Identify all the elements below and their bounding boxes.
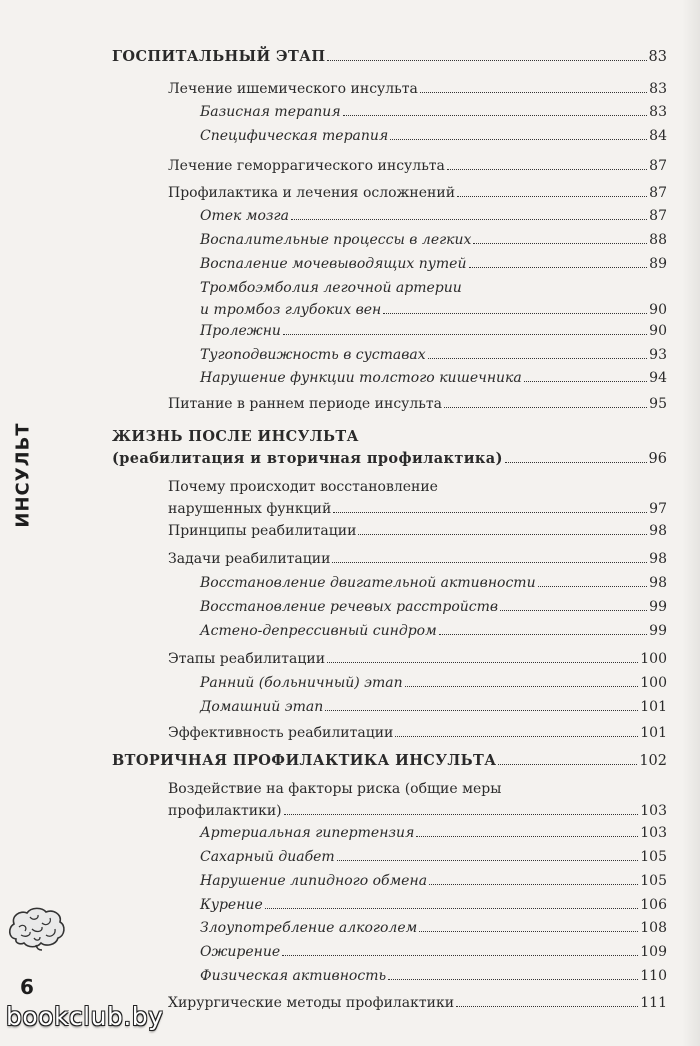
toc-entry-title: Восстановление двигательной активности bbox=[200, 575, 536, 591]
toc-entry-line bbox=[112, 46, 667, 68]
toc-page-number: 110 bbox=[640, 968, 667, 984]
toc-page-number: 97 bbox=[649, 501, 667, 517]
toc-entry bbox=[112, 750, 667, 772]
toc-leader-dots bbox=[429, 884, 638, 885]
toc-entry-title: Специфическая терапия bbox=[200, 128, 389, 144]
toc-entry-title: Хирургические методы профилактики bbox=[168, 995, 455, 1011]
toc-entry bbox=[200, 205, 667, 227]
toc-entry-line-continued bbox=[200, 277, 667, 299]
toc-leader-dots bbox=[439, 634, 647, 635]
toc-entry-line bbox=[200, 965, 667, 987]
toc-entry-line bbox=[200, 229, 667, 251]
toc-leader-dots bbox=[395, 736, 638, 737]
toc-page-number: 89 bbox=[649, 256, 667, 272]
toc-entry-line-continued bbox=[168, 476, 667, 498]
toc-entry-title: Тугоподвижность в суставах bbox=[200, 347, 426, 363]
toc-entry bbox=[200, 596, 667, 618]
toc-entry-line bbox=[200, 320, 667, 342]
toc-entry bbox=[200, 672, 667, 694]
toc-entry-line bbox=[200, 299, 667, 321]
toc-page-number: 84 bbox=[649, 128, 667, 144]
toc-entry-title: Артериальная гипертензия bbox=[200, 825, 415, 841]
toc-entry-line bbox=[200, 367, 667, 389]
toc-leader-dots bbox=[283, 334, 647, 335]
toc-entry-line bbox=[112, 448, 667, 470]
toc-page-number: 98 bbox=[649, 523, 667, 539]
toc-leader-dots bbox=[505, 462, 647, 463]
toc-entry bbox=[200, 965, 667, 987]
toc-entry-title: Воздействие на факторы риска (общие меры bbox=[168, 781, 502, 797]
toc-entry bbox=[200, 367, 667, 389]
toc-leader-dots bbox=[265, 908, 639, 909]
toc-entry-title: Принципы реабилитации bbox=[168, 523, 357, 539]
toc-entry-title: Задачи реабилитации bbox=[168, 551, 331, 567]
toc-page-number: 88 bbox=[649, 232, 667, 248]
toc-entry-line bbox=[200, 125, 667, 147]
toc-entry bbox=[200, 344, 667, 366]
toc-leader-dots bbox=[419, 931, 638, 932]
toc-entry-line bbox=[200, 205, 667, 227]
toc-entry bbox=[200, 572, 667, 594]
toc-entry bbox=[112, 426, 667, 470]
toc-page-number: 109 bbox=[640, 944, 667, 960]
toc-entry-title: Астено-депрессивный синдром bbox=[200, 623, 437, 639]
toc-page-number: 101 bbox=[640, 699, 667, 715]
toc-leader-dots bbox=[420, 92, 647, 93]
toc-leader-dots bbox=[500, 610, 647, 611]
toc-entry bbox=[112, 46, 667, 68]
toc-leader-dots bbox=[538, 586, 648, 587]
toc-entry-line bbox=[200, 822, 667, 844]
toc-entry-title: Восстановление речевых расстройств bbox=[200, 599, 499, 615]
toc-page-number: 100 bbox=[640, 675, 667, 691]
toc-entry-line bbox=[200, 344, 667, 366]
toc-entry-title: Почему происходит восстановление bbox=[168, 479, 438, 495]
toc-entry-title: профилактики) bbox=[168, 803, 282, 819]
toc-leader-dots bbox=[388, 979, 638, 980]
toc-page-number: 100 bbox=[640, 651, 667, 667]
toc-leader-dots bbox=[343, 115, 648, 116]
toc-page-number: 90 bbox=[649, 323, 667, 339]
toc-page-number: 94 bbox=[649, 370, 667, 386]
toc-entry-title: Пролежни bbox=[200, 323, 281, 339]
toc-entry-title: Курение bbox=[200, 897, 263, 913]
toc-entry-title: Нарушение функции толстого кишечника bbox=[200, 370, 522, 386]
toc-page-number: 93 bbox=[649, 347, 667, 363]
toc-page-number: 105 bbox=[640, 849, 667, 865]
toc-leader-dots bbox=[325, 710, 638, 711]
toc-leader-dots bbox=[284, 814, 639, 815]
toc-leader-dots bbox=[457, 196, 647, 197]
toc-leader-dots bbox=[390, 139, 647, 140]
toc-leader-dots bbox=[358, 534, 647, 535]
toc-entry-title: Тромбоэмболия легочной артерии bbox=[200, 280, 462, 296]
toc-page-number: 83 bbox=[649, 104, 667, 120]
toc-entry-title: Воспаление мочевыводящих путей bbox=[200, 256, 467, 272]
toc-page-number: 96 bbox=[648, 451, 667, 467]
toc-entry-title: Этапы реабилитации bbox=[168, 651, 326, 667]
toc-entry bbox=[200, 696, 667, 718]
toc-page-number: 99 bbox=[649, 599, 667, 615]
toc-leader-dots bbox=[333, 512, 647, 513]
toc-entry-line bbox=[200, 101, 667, 123]
toc-entry-line bbox=[168, 520, 667, 542]
toc-entry-line bbox=[168, 992, 667, 1014]
toc-entry bbox=[200, 229, 667, 251]
toc-leader-dots bbox=[332, 562, 647, 563]
toc-entry bbox=[200, 253, 667, 275]
toc-entry-line-continued bbox=[168, 778, 667, 800]
watermark: bookclub.by bbox=[6, 1002, 164, 1031]
toc-entry-title: Нарушение липидного обмена bbox=[200, 873, 428, 889]
toc-entry-title: Ранний (больничный) этап bbox=[200, 675, 403, 691]
toc-entry-title: Профилактика и лечения осложнений bbox=[168, 185, 456, 201]
toc-leader-dots bbox=[498, 764, 637, 765]
toc-entry-line bbox=[200, 941, 667, 963]
toc-entry bbox=[168, 722, 667, 744]
toc-page-number: 95 bbox=[649, 396, 667, 412]
toc-leader-dots bbox=[428, 358, 648, 359]
toc-entry-line bbox=[200, 846, 667, 868]
toc-entry bbox=[168, 778, 667, 822]
toc-entry-title: Базисная терапия bbox=[200, 104, 341, 120]
toc-entry bbox=[200, 941, 667, 963]
toc-entry-line bbox=[200, 572, 667, 594]
toc-entry-line bbox=[168, 548, 667, 570]
toc-entry bbox=[168, 520, 667, 542]
toc-entry-line bbox=[200, 672, 667, 694]
toc-entry-title: Воспалительные процессы в легких bbox=[200, 232, 472, 248]
toc-entry-title: Лечение ишемического инсульта bbox=[168, 81, 418, 97]
toc-leader-dots bbox=[416, 836, 638, 837]
toc-entry-line bbox=[200, 917, 667, 939]
toc-leader-dots bbox=[327, 60, 646, 61]
toc-entry-title: Питание в раннем периоде инсульта bbox=[168, 396, 442, 412]
toc-entry-title: (реабилитация и вторичная профилактика) bbox=[112, 450, 503, 467]
toc-page-number: 87 bbox=[649, 208, 667, 224]
toc-page-number: 98 bbox=[649, 575, 667, 591]
toc-leader-dots bbox=[405, 686, 639, 687]
toc-leader-dots bbox=[291, 219, 647, 220]
toc-entry bbox=[168, 78, 667, 100]
toc-entry bbox=[200, 917, 667, 939]
toc-entry-title: ВТОРИЧНАЯ ПРОФИЛАКТИКА ИНСУЛЬТА bbox=[112, 752, 497, 769]
toc-entry-line bbox=[168, 155, 667, 177]
toc-entry-line bbox=[168, 393, 667, 415]
toc-entry bbox=[200, 320, 667, 342]
toc-entry-title: и тромбоз глубоких вен bbox=[200, 302, 382, 318]
toc-page-number: 83 bbox=[648, 49, 667, 65]
toc-entry bbox=[200, 894, 667, 916]
toc-page-number: 108 bbox=[640, 920, 667, 936]
toc-entry bbox=[168, 648, 667, 670]
toc-entry-title: нарушенных функций bbox=[168, 501, 332, 517]
toc-entry bbox=[200, 870, 667, 892]
toc-entry-title: ГОСПИТАЛЬНЫЙ ЭТАП bbox=[112, 48, 326, 65]
toc-entry-line bbox=[200, 894, 667, 916]
toc-page-number: 103 bbox=[640, 825, 667, 841]
toc-leader-dots bbox=[327, 662, 638, 663]
toc-entry-title: Сахарный диабет bbox=[200, 849, 335, 865]
toc-entry-line bbox=[200, 253, 667, 275]
toc-entry-line bbox=[168, 498, 667, 520]
toc-entry bbox=[200, 620, 667, 642]
toc-leader-dots bbox=[282, 955, 638, 956]
toc-entry-title: Ожирение bbox=[200, 944, 281, 960]
toc-entry-line bbox=[200, 620, 667, 642]
toc-entry-title: Домашний этап bbox=[200, 699, 324, 715]
toc-entry-title: Злоупотребление алкоголем bbox=[200, 920, 418, 936]
toc-entry-line bbox=[168, 800, 667, 822]
toc-entry-title: Эффективность реабилитации bbox=[168, 725, 394, 741]
toc-entry-line bbox=[168, 78, 667, 100]
toc-entry-title: Физическая активность bbox=[200, 968, 387, 984]
toc-page-number: 105 bbox=[640, 873, 667, 889]
toc-page-number: 87 bbox=[649, 185, 667, 201]
toc-page-number: 98 bbox=[649, 551, 667, 567]
toc-entry bbox=[200, 101, 667, 123]
toc-leader-dots bbox=[469, 267, 648, 268]
toc-leader-dots bbox=[447, 169, 647, 170]
page-number: 6 bbox=[20, 975, 34, 999]
toc-page-number: 111 bbox=[640, 995, 667, 1011]
toc-leader-dots bbox=[473, 243, 647, 244]
toc-entry bbox=[168, 992, 667, 1014]
toc-entry-title: Лечение геморрагического инсульта bbox=[168, 158, 445, 174]
toc-leader-dots bbox=[383, 313, 647, 314]
toc-page-number: 101 bbox=[640, 725, 667, 741]
toc-page-number: 103 bbox=[640, 803, 667, 819]
toc-entry-line bbox=[168, 648, 667, 670]
toc-entry bbox=[168, 548, 667, 570]
toc-leader-dots bbox=[337, 860, 639, 861]
toc-entry-line bbox=[168, 722, 667, 744]
side-title-text: ИНСУЛЬТ bbox=[12, 422, 34, 528]
toc-entry bbox=[168, 476, 667, 520]
toc-entry-line bbox=[200, 596, 667, 618]
toc-page-number: 106 bbox=[640, 897, 667, 913]
toc-entry bbox=[168, 155, 667, 177]
toc-page-number: 90 bbox=[649, 302, 667, 318]
toc-leader-dots bbox=[444, 407, 647, 408]
toc-entry-line bbox=[200, 696, 667, 718]
toc-leader-dots bbox=[524, 381, 647, 382]
toc-entry-line bbox=[168, 182, 667, 204]
toc-page-number: 102 bbox=[639, 753, 667, 769]
toc-entry-title: Отек мозга bbox=[200, 208, 289, 224]
toc-entry bbox=[168, 393, 667, 415]
toc-entry bbox=[200, 277, 667, 321]
toc-entry-line bbox=[200, 870, 667, 892]
toc-entry-line bbox=[112, 750, 667, 772]
toc-page-number: 99 bbox=[649, 623, 667, 639]
toc-entry bbox=[200, 125, 667, 147]
toc-page-number: 87 bbox=[649, 158, 667, 174]
toc-entry bbox=[200, 846, 667, 868]
toc-entry-line-continued bbox=[112, 426, 667, 448]
toc-entry bbox=[168, 182, 667, 204]
toc-entry bbox=[200, 822, 667, 844]
toc-leader-dots bbox=[456, 1006, 638, 1007]
toc-page-number: 83 bbox=[649, 81, 667, 97]
toc-entry-title: ЖИЗНЬ ПОСЛЕ ИНСУЛЬТА bbox=[112, 428, 359, 445]
